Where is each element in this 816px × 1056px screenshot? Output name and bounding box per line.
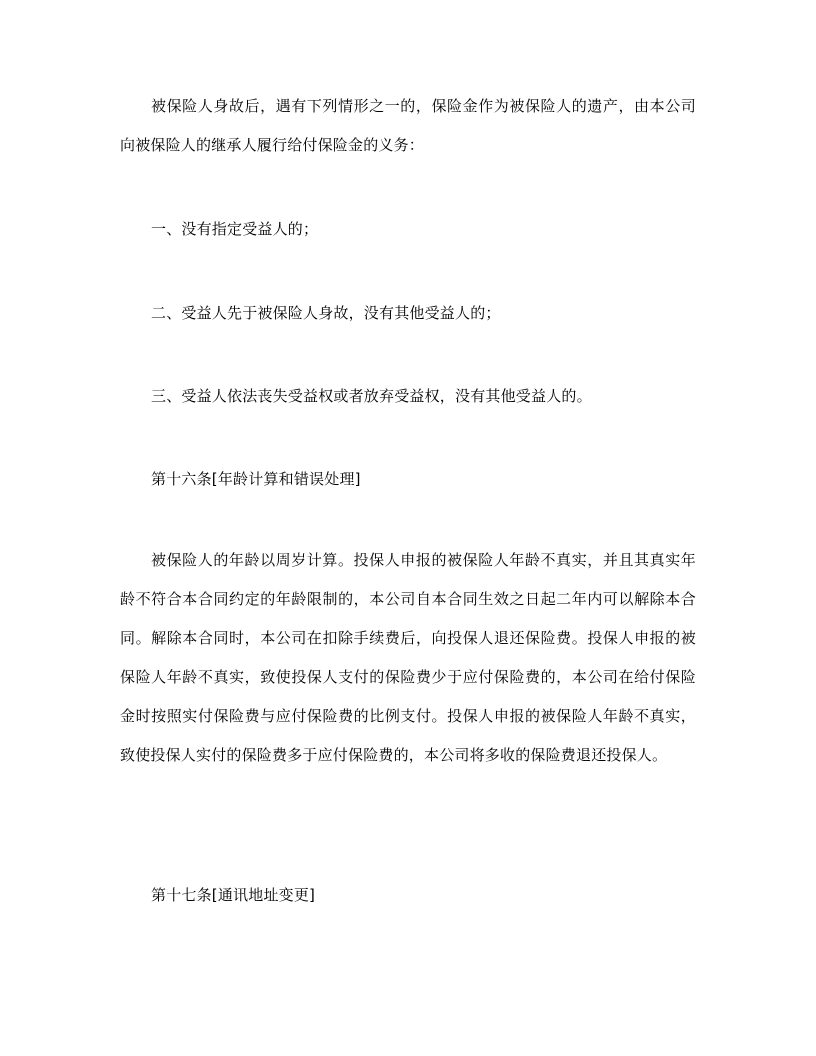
- list-item-no-beneficiary: 一、没有指定受益人的；: [151, 220, 319, 238]
- paragraph-age-calculation: 被保险人的年龄以周岁计算。投保人申报的被保险人年龄不真实，并且其真实年龄不符合本合同约定的年龄限制的，本公司自本合同生效之日起二年内可以解除本合同。解除本合同时，本公司在扣除手续费后，向投保人退还保险费。投保人申报的被保险人年龄不真实，致使投保人支付的保险费少于应付保险费的，本公司在给付保险金时按照实付保险费与应付保险费的比例支付。投保人申报的被保险人年龄不真实，致使投保人实付的保险费多于应付保险费的，本公司将多收的保险费退还投保人。: [120, 551, 696, 764]
- section-heading-article-16: 第十六条[年龄计算和错误处理]: [151, 470, 361, 488]
- list-item-beneficiary-predeceased: 二、受益人先于被保险人身故，没有其他受益人的；: [151, 304, 501, 322]
- section-heading-article-17: 第十七条[通讯地址变更]: [151, 886, 316, 904]
- list-item-beneficiary-forfeit: 三、受益人依法丧失受益权或者放弃受益权，没有其他受益人的。: [151, 387, 592, 405]
- paragraph-inheritance-clause: 被保险人身故后，遇有下列情形之一的，保险金作为被保险人的遗产，由本公司向被保险人的继承人履行给付保险金的义务：: [120, 97, 696, 154]
